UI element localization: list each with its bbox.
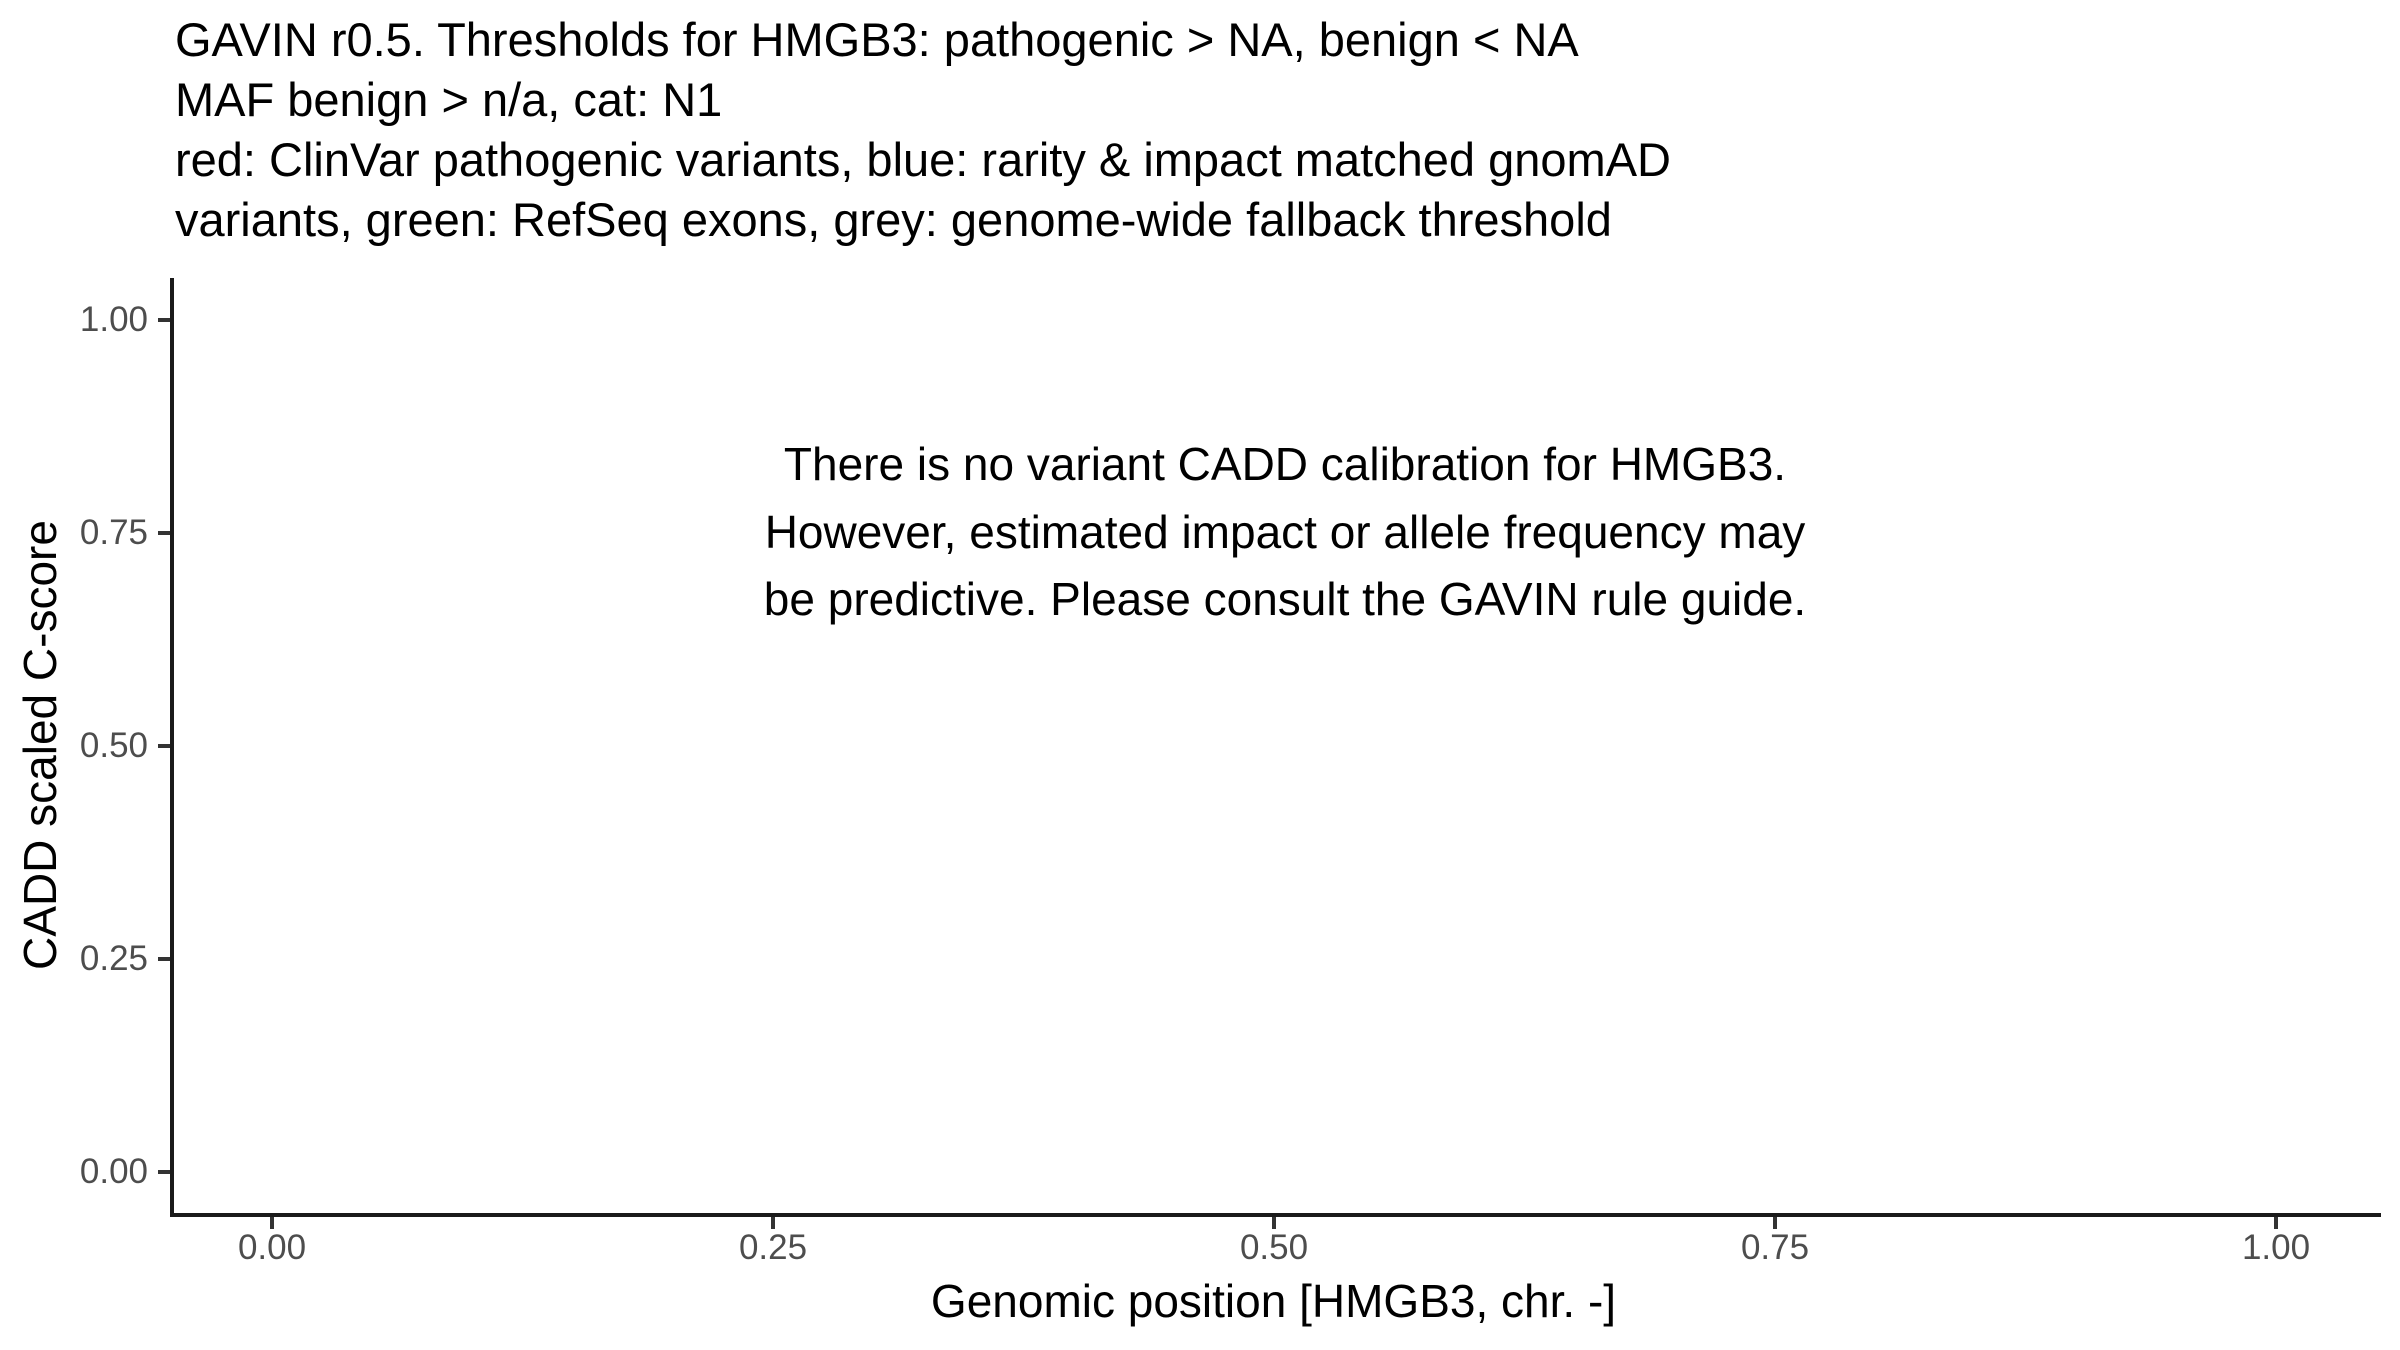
y-tick-mark <box>158 531 170 535</box>
x-tick-label: 1.00 <box>2241 1228 2311 1267</box>
x-axis-title: Genomic position [HMGB3, chr. -] <box>930 1275 1617 1327</box>
plot-title <box>175 10 1671 250</box>
y-tick-label: 0.25 <box>79 939 148 978</box>
y-axis-title: CADD scaled C-score <box>14 520 66 970</box>
annotation-line-2: However, estimated impact or allele frequency may <box>764 505 1806 558</box>
x-tick-label: 0.00 <box>237 1228 307 1267</box>
y-tick-label: 0.00 <box>79 1152 148 1191</box>
x-tick-label: 0.25 <box>738 1228 808 1267</box>
x-tick-label: 0.75 <box>1740 1228 1810 1267</box>
annotation-line-1: There is no variant CADD calibration for HMGB3. <box>783 438 1787 490</box>
plot-title-line-3: red: ClinVar pathogenic variants, blue: rarity & impact matched gnomAD <box>175 133 1671 186</box>
y-tick-mark <box>158 318 170 322</box>
no-calibration-message <box>185 431 2385 634</box>
y-tick-label: 0.75 <box>79 513 148 552</box>
y-tick-mark <box>158 1170 170 1174</box>
plot-title-line-2: MAF benign > n/a, cat: N1 <box>175 73 723 126</box>
x-tick-label: 0.50 <box>1239 1228 1309 1267</box>
y-tick-mark <box>158 957 170 961</box>
plot-panel <box>170 278 2381 1217</box>
y-tick-label: 0.50 <box>79 726 148 765</box>
annotation-line-3: be predictive. Please consult the GAVIN rule guide. <box>763 573 1807 625</box>
plot-title-line-1: GAVIN r0.5. Thresholds for HMGB3: pathogenic > NA, benign < NA <box>175 13 1579 66</box>
y-tick-label: 1.00 <box>79 300 148 339</box>
plot-title-line-4: variants, green: RefSeq exons, grey: genome-wide fallback threshold <box>175 193 1612 246</box>
y-tick-mark <box>158 744 170 748</box>
